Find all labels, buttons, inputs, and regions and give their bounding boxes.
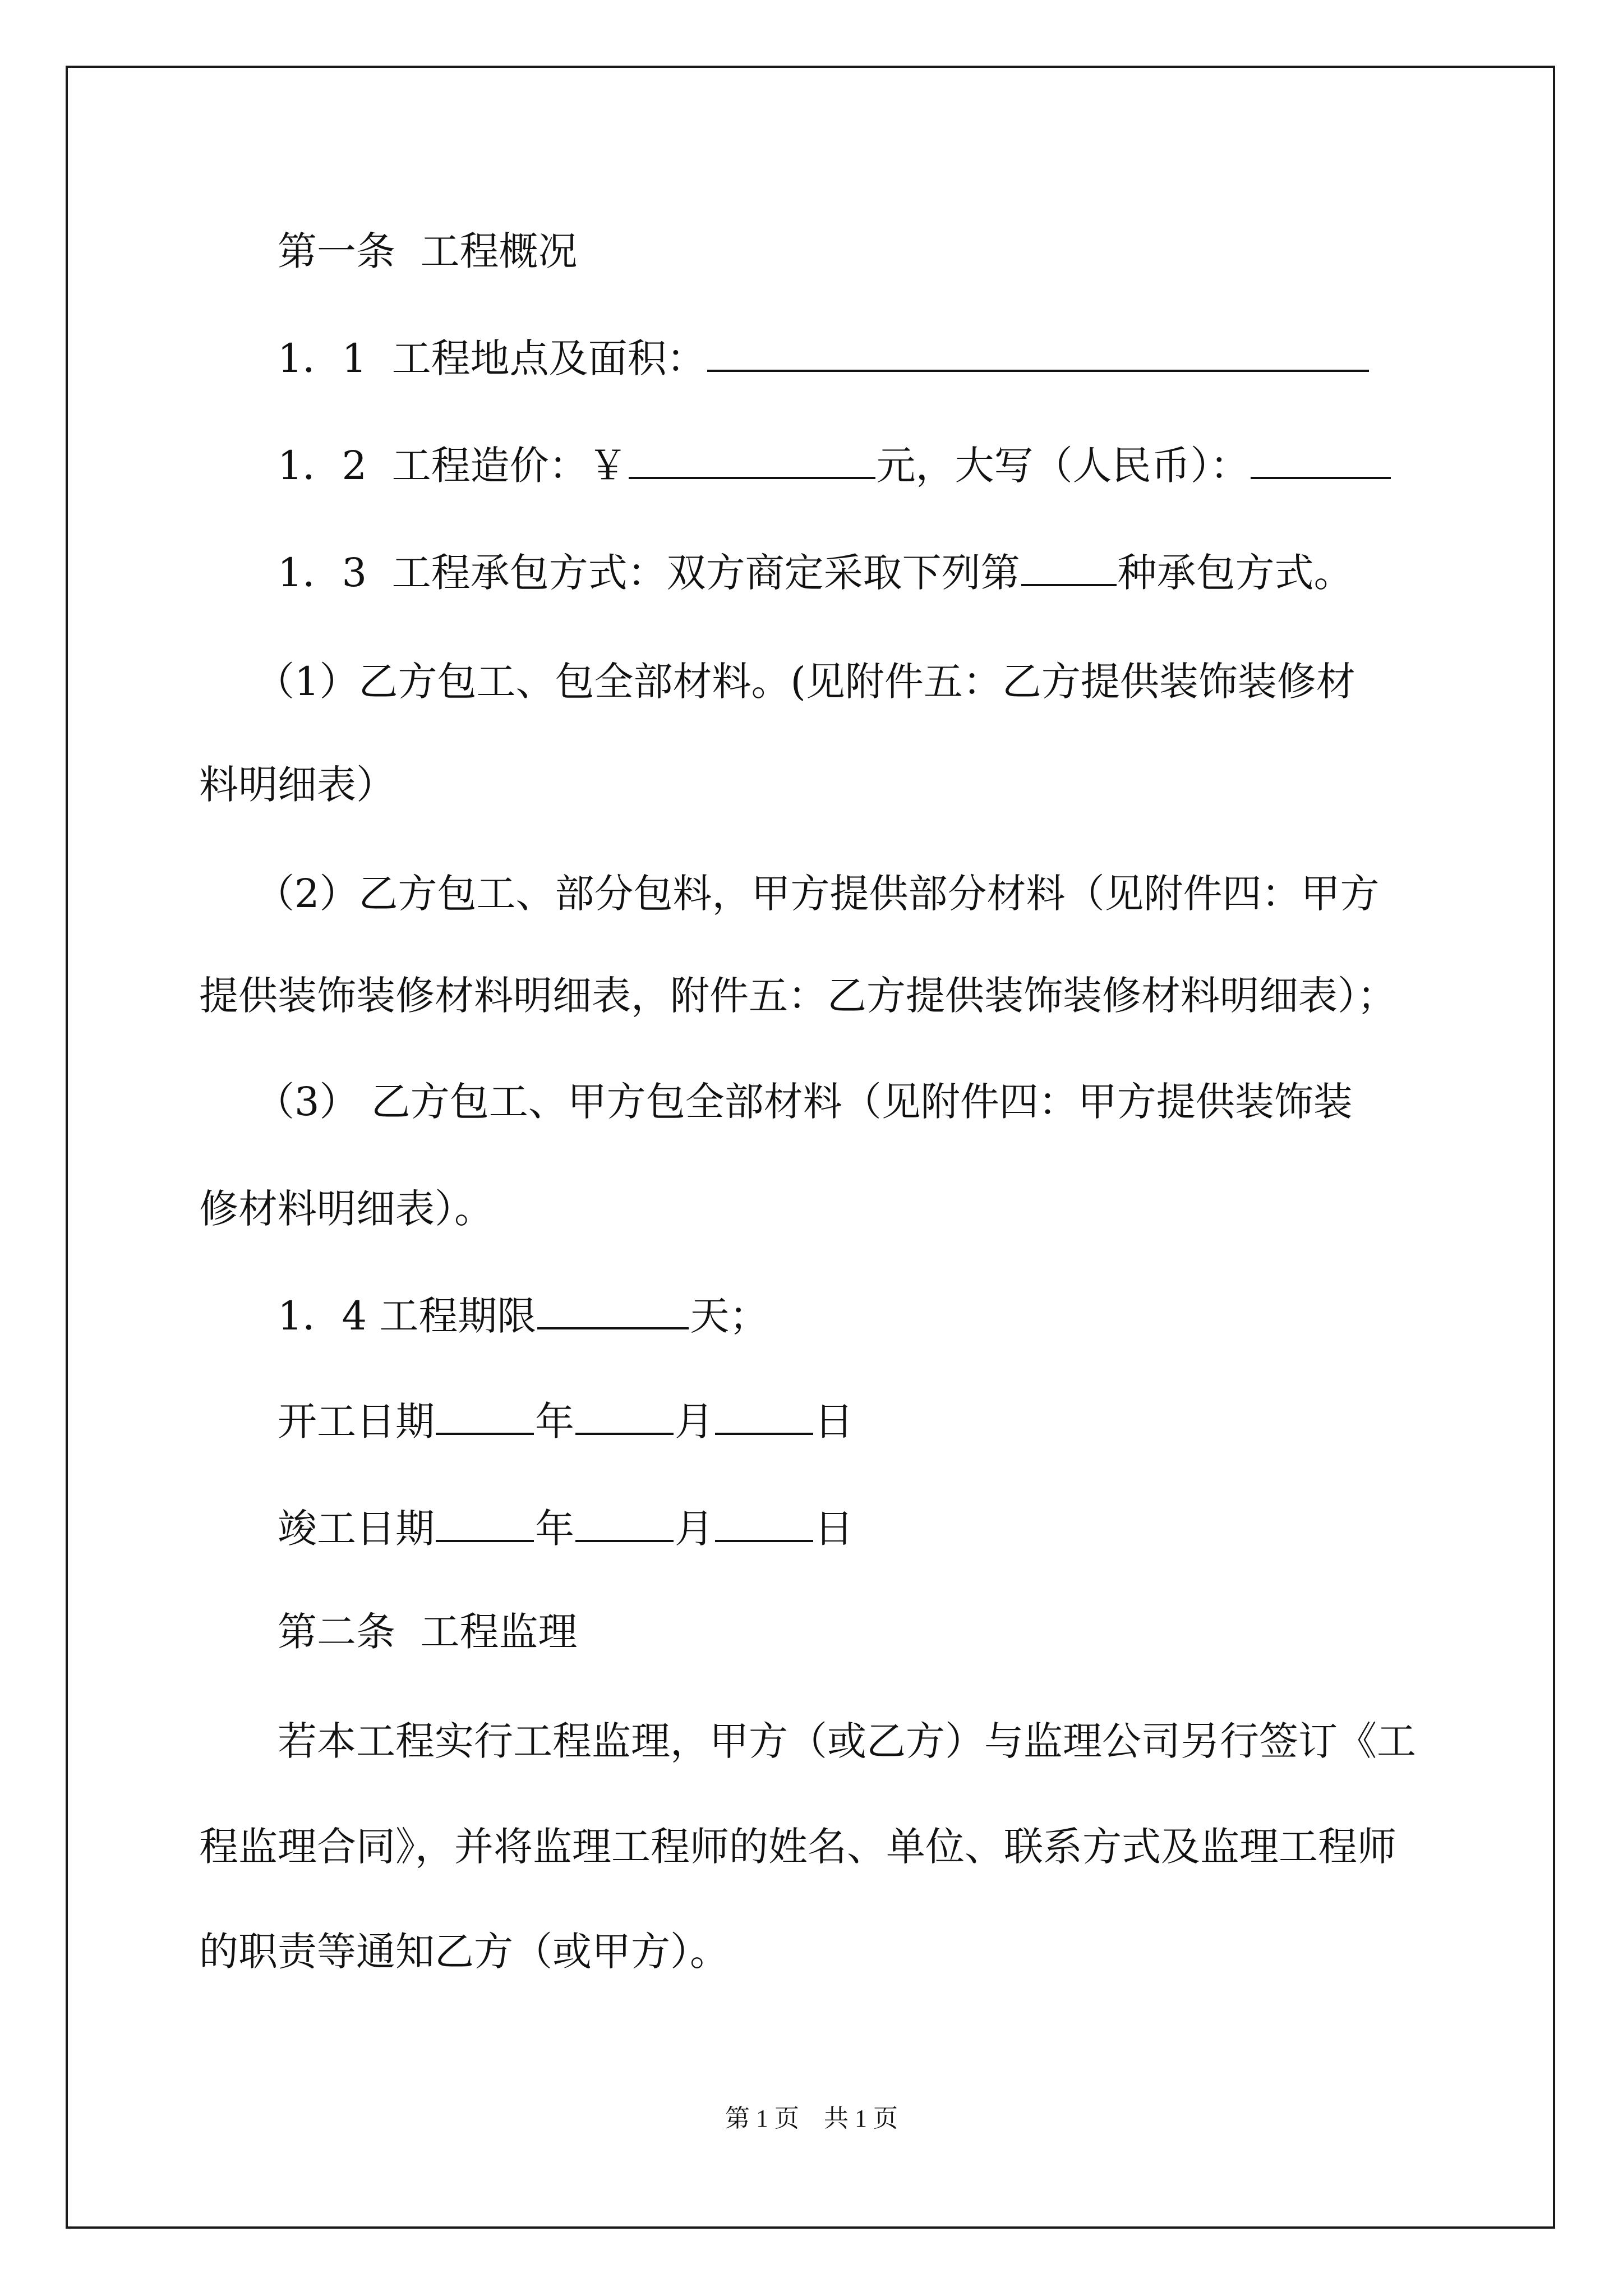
start-year-blank[interactable] [436, 1398, 534, 1435]
option-2-line-1: （2）乙方包工、部分包料，甲方提供部分材料（见附件四：甲方 [255, 871, 1380, 917]
clause-1-2 [278, 438, 1392, 494]
option-1-line-2: 料明细表） [199, 762, 395, 808]
end-day-blank[interactable] [715, 1505, 813, 1542]
clause-1-1-label: 1．1 工程地点及面积： [278, 335, 706, 381]
duration-days-blank[interactable] [537, 1292, 689, 1329]
start-month-blank[interactable] [575, 1398, 674, 1435]
start-date-label: 开工日期 [278, 1398, 435, 1444]
clause-1-4-prefix: 1．4 工程期限 [278, 1293, 537, 1339]
clause-1-1 [278, 330, 1370, 386]
article2-heading: 第二条 工程监理 [278, 1609, 578, 1655]
end-date-line: 竣工日期 年 月 日 [278, 1506, 854, 1552]
option-2-line-2: 提供装饰装修材料明细表，附件五：乙方提供装饰装修材料明细表）； [199, 973, 1396, 1019]
contract-method-blank[interactable] [1021, 549, 1117, 586]
start-date-line: 开工日期 年 月 日 [278, 1398, 854, 1444]
option-3-line-1: （3） 乙方包工、甲方包全部材料（见附件四：甲方提供装饰装 [255, 1079, 1353, 1125]
price-number-blank[interactable] [629, 442, 875, 479]
clause-1-2-label: 1．2 工程造价：￥ [278, 443, 628, 489]
article2-body-line-2: 程监理合同》，并将监理工程师的姓名、单位、联系方式及监理工程师 [199, 1824, 1396, 1870]
clause-1-4-suffix: 天； [690, 1293, 769, 1339]
article1-heading: 第一条 工程概况 [278, 228, 578, 274]
page-footer: 第 1 页 共 1 页 [725, 2105, 898, 2132]
start-day-blank[interactable] [715, 1398, 813, 1435]
page-border [66, 66, 1555, 2229]
clause-1-3-suffix: 种承包方式。 [1117, 550, 1353, 596]
price-words-blank[interactable] [1251, 442, 1391, 479]
article2-body-line-1: 若本工程实行工程监理，甲方（或乙方）与监理公司另行签订《工 [278, 1718, 1416, 1764]
article2-body-line-3: 的职责等通知乙方（或甲方）。 [199, 1929, 729, 1975]
option-3-line-2: 修材料明细表）。 [199, 1186, 494, 1232]
location-area-blank[interactable] [707, 335, 1369, 372]
clause-1-3 [278, 545, 1353, 601]
end-year-blank[interactable] [436, 1505, 534, 1542]
option-1-line-1: （1）乙方包工、包全部材料。(见附件五：乙方提供装饰装修材 [255, 659, 1355, 705]
end-date-label: 竣工日期 [278, 1506, 435, 1552]
clause-1-4 [278, 1288, 768, 1344]
end-month-blank[interactable] [575, 1505, 674, 1542]
price-unit-label: 元，大写（人民币）： [876, 443, 1249, 489]
clause-1-3-prefix: 1．3 工程承包方式：双方商定采取下列第 [278, 550, 1020, 596]
